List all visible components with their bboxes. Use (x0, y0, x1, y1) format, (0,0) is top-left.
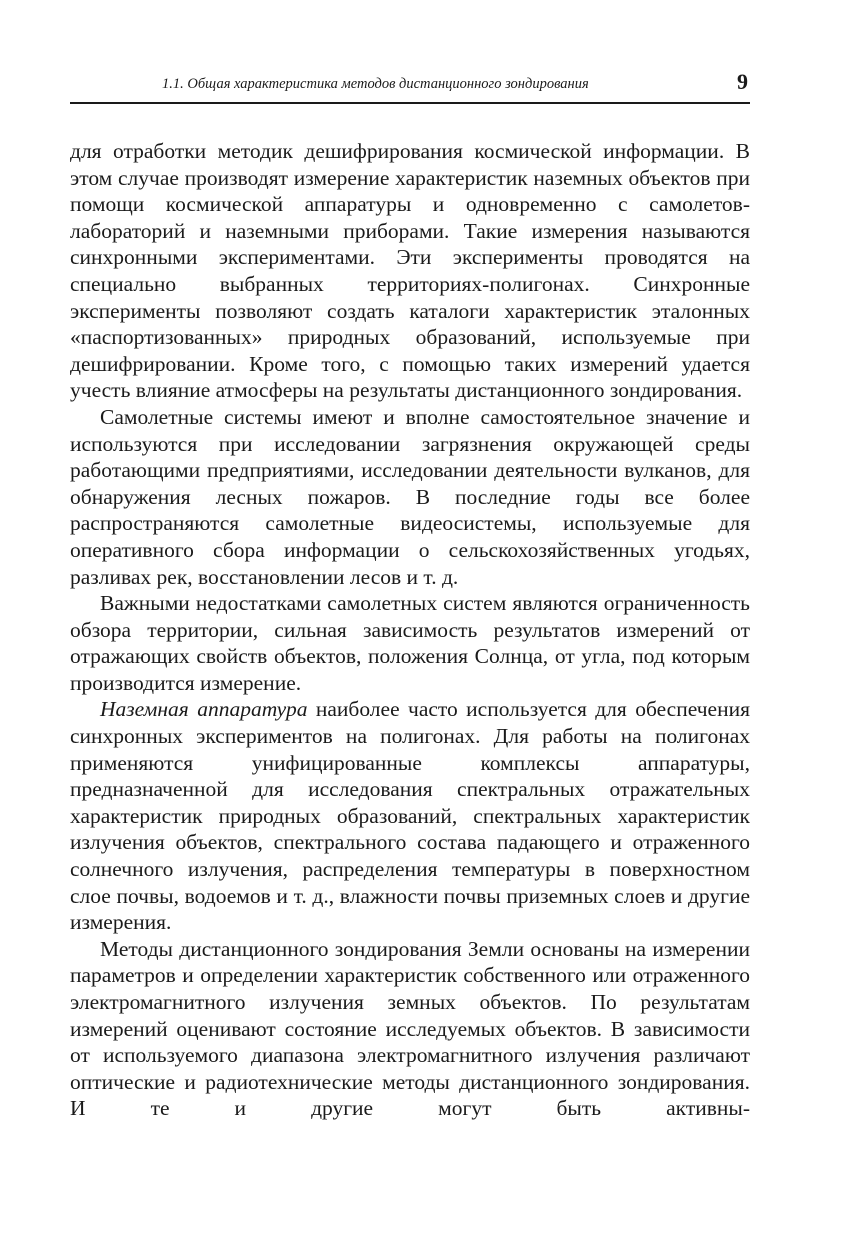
running-title: 1.1. Общая характеристика методов дистанционного зондирования (162, 76, 589, 92)
page-number: 9 (737, 69, 748, 94)
paragraph-text: Самолетные системы имеют и вполне самостоятельное значение и используются при исследовании загрязнения окружающей среды работающими предприятиями, исследовании деятельности вулканов, для обнаружения лесных пожаров. В последние годы все более распространяются самолетные видеосистемы, используемые для оперативного сбора информации о сельскохозяйственных угодьях, разливах рек, восстановлении лесов и т. д. (70, 404, 750, 589)
paragraph (70, 696, 750, 935)
paragraph-text: Методы дистанционного зондирования Земли основаны на измерении параметров и определении характеристик собственного или отраженного электромагнитного излучения земных объектов. По результатам измерений оценивают состояние исследуемых объектов. В зависимости от используемого диапазона электромагнитного излучения различают оптические и радиотехнические методы дистанционного зондирования. И те и другие могут быть активны- (70, 936, 750, 1121)
paragraph (70, 404, 750, 590)
paragraph (70, 590, 750, 696)
paragraph (70, 138, 750, 404)
paragraph-text: Важными недостатками самолетных систем являются ограниченность обзора территории, сильная зависимость результатов измерений от отражающих свойств объектов, положения Солнца, от угла, под которым производится измерение. (70, 591, 750, 695)
body-text (70, 138, 750, 1122)
running-header (70, 68, 750, 104)
paragraph-text: наиболее часто используется для обеспечения синхронных экспериментов на полигонах. Для работы на полигонах применяются унифицированные комплексы аппаратуры, предназначенной для исследования спектральных отражательных характеристик природных образований, спектральных характеристик излучения объектов, спектрального состава падающего и отраженного солнечного излучения, распределения температуры в поверхностном слое почвы, водоемов и т. д., влажности почвы приземных слоев и другие измерения. (70, 697, 750, 935)
paragraph-text: для отработки методик дешифрирования космической информации. В этом случае производят измерение характеристик наземных объектов при помощи космической аппаратуры и одновременно с самолетов-лабораторий и наземными приборами. Такие измерения называются синхронными экспериментами. Эти эксперименты проводятся на специально выбранных территориях-полигонах. Синхронные эксперименты позволяют создать каталоги характеристик эталонных «паспортизованных» природных образований, используемые при дешифрировании. Кроме того, с помощью таких измерений удается учесть влияние атмосферы на результаты дистанционного зондирования. (70, 139, 750, 403)
paragraph (70, 936, 750, 1122)
emphasized-term: Наземная аппаратура (100, 697, 308, 722)
